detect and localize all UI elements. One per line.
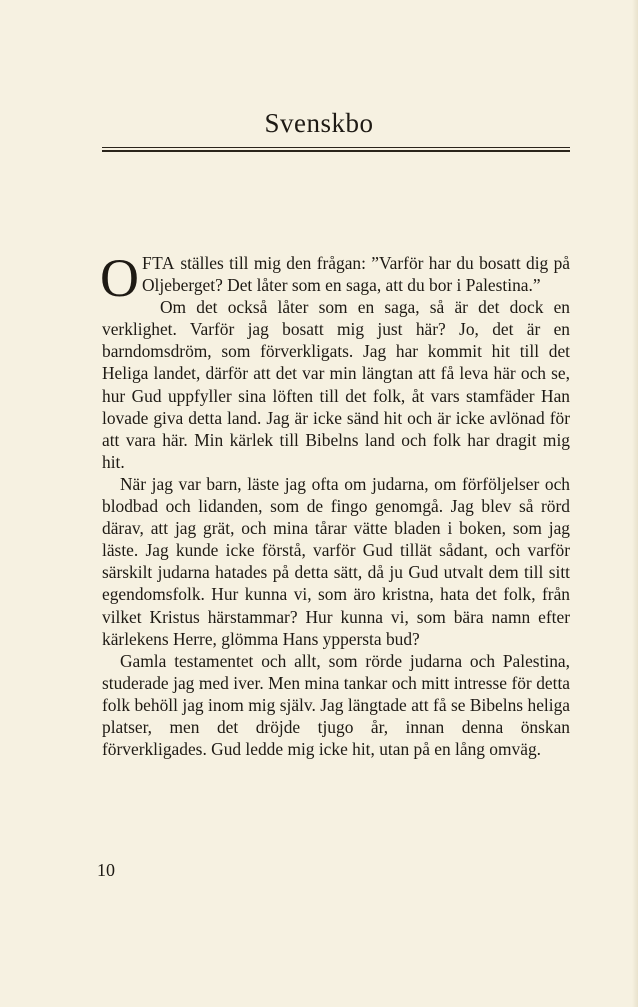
page-edge [632, 0, 638, 1007]
running-header: Svenskbo [264, 108, 374, 138]
drop-cap: O [100, 248, 139, 308]
paragraph-2: Om det också låter som en saga, så är det dock en verklighet. Varför jag bosatt mig just här? Jo, det är en barndomsdröm, som förverkligats. Jag har kommit hit till det Heliga landet, därför att det var min längtan att få leva här och se, hur Gud uppfyller sina löften till det folk, åt vars stamfäder Han lovade giva detta land. Jag är icke sänd hit och är icke avlönad för att vara här. Min kärlek till Bibelns land och folk har dragit mig hit. [102, 297, 570, 472]
first-word-rest: FTA [142, 253, 175, 273]
paragraph-1-text: ställes till mig den frågan: ”Varför har du bosatt dig på Oljeberget? Det låter som en saga, att du bor i Palestina.” [142, 253, 570, 296]
article-body [100, 248, 570, 760]
paragraph-1 [100, 248, 570, 308]
header-rule-thick [102, 150, 570, 152]
paragraph-4: Gamla testamentet och allt, som rörde judarna och Palestina, studerade jag med iver. Men mina tankar och mitt intresse för detta folk behöll jag inom mig själv. Jag längtade att få se Bibelns heliga platser, men det dröjde tjugo år, innan denna önskan förverkligades. Gud ledde mig icke hit, utan på en lång omväg. [102, 650, 570, 760]
header-rule-thin [102, 147, 570, 148]
page-number: 10 [97, 860, 115, 880]
paragraph-3: När jag var barn, läste jag ofta om judarna, om förföljelser och blodbad och lidanden, som de fingo genomgå. Jag blev så rörd därav, att jag grät, och mina tårar vätte bladen i boken, som jag läste. Jag kunde icke förstå, varför Gud tillät sådant, och varför särskilt judarna hatades på detta sätt, då ju Gud utvalt dem till sitt egendomsfolk. Hur kunna vi, som äro kristna, hata det folk, från vilket Kristus härstammar? Hur kunna vi, som bära namn efter kärlekens Herre, glömma Hans yppersta bud? [102, 473, 570, 649]
